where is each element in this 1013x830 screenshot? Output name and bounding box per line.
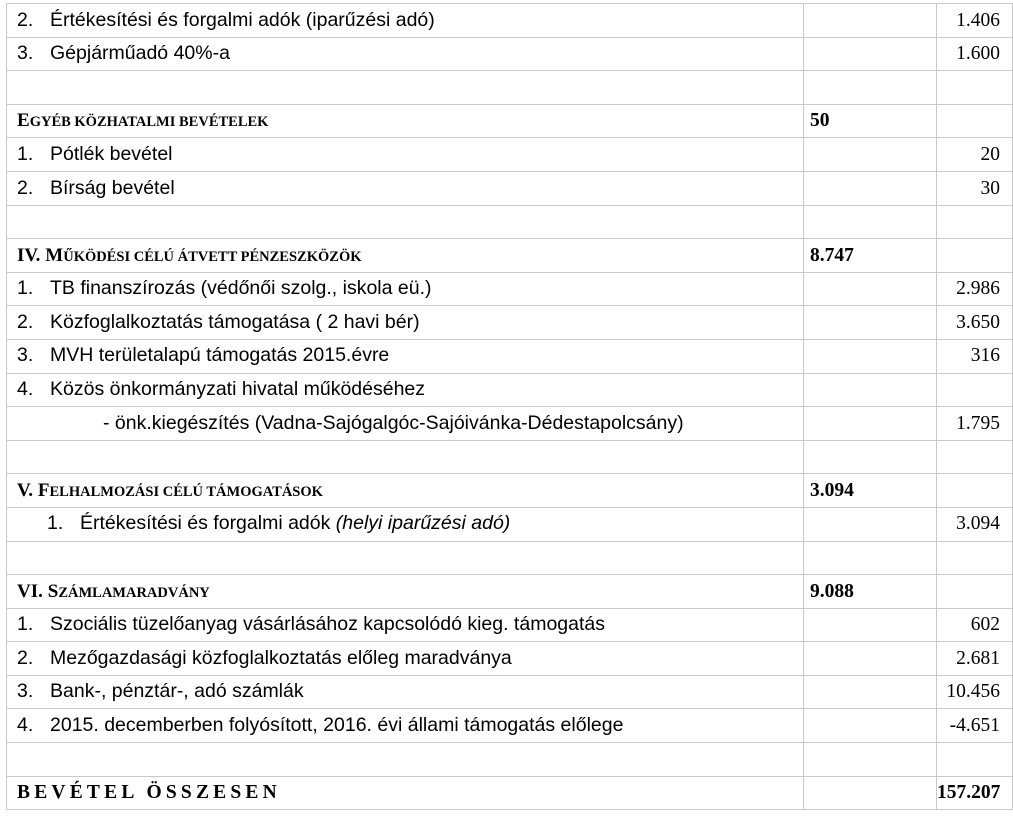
section-total-cell <box>804 608 937 642</box>
table-row <box>7 373 1013 407</box>
spacer-row <box>7 71 1013 105</box>
row-description <box>7 339 804 373</box>
row-description <box>7 138 804 172</box>
section-total-cell <box>804 675 937 709</box>
row-label: MVH területalapú támogatás 2015.évre <box>50 344 390 367</box>
row-amount: 3.094 <box>937 507 1013 541</box>
budget-table <box>6 3 1013 810</box>
spacer-row <box>7 743 1013 777</box>
section-title: IV. MŰKÖDÉSI CÉLÚ ÁTVETT PÉNZESZKÖZÖK <box>7 239 804 273</box>
row-label: Közös önkormányzati hivatal működéséhez <box>50 378 426 401</box>
row-number: 2. <box>17 310 34 333</box>
spacer-row <box>7 440 1013 474</box>
empty-cell <box>804 776 937 810</box>
empty-cell <box>804 440 937 474</box>
section-title: V. FELHALMOZÁSI CÉLÚ TÁMOGATÁSOK <box>7 474 804 508</box>
empty-cell <box>937 743 1013 777</box>
table-row <box>7 339 1013 373</box>
section-header-row <box>7 474 1013 508</box>
row-label: Közfoglalkoztatás támogatása ( 2 havi bér) <box>50 310 420 333</box>
row-number: 3. <box>17 680 34 703</box>
row-amount: 2.986 <box>937 272 1013 306</box>
empty-cell <box>7 205 804 239</box>
empty-cell <box>7 541 804 575</box>
table-row <box>7 507 1013 541</box>
row-label: Bírság bevétel <box>50 176 175 199</box>
empty-cell <box>937 440 1013 474</box>
row-label-note: (helyi iparűzési adó) <box>335 512 511 535</box>
empty-cell <box>937 239 1013 273</box>
row-number: 3. <box>17 42 34 65</box>
row-label: Bank-, pénztár-, adó számlák <box>50 680 304 703</box>
row-amount: 20 <box>937 138 1013 172</box>
row-label: Szociális tüzelőanyag vásárlásához kapcsolódó kieg. támogatás <box>50 613 605 636</box>
empty-cell <box>7 440 804 474</box>
row-amount: 2.681 <box>937 642 1013 676</box>
table-row <box>7 306 1013 340</box>
table-row <box>7 4 1013 38</box>
row-number: 1. <box>17 613 34 636</box>
section-total-cell <box>804 306 937 340</box>
section-total-cell <box>804 4 937 38</box>
grand-total-amount: 157.207 <box>937 776 1013 810</box>
row-amount: -4.651 <box>937 709 1013 743</box>
row-amount: 602 <box>937 608 1013 642</box>
row-number: 1. <box>47 512 64 535</box>
empty-cell <box>804 541 937 575</box>
section-total-cell <box>804 339 937 373</box>
section-total-cell <box>804 642 937 676</box>
table-row <box>7 407 1013 441</box>
empty-cell <box>804 205 937 239</box>
empty-cell <box>937 71 1013 105</box>
section-header-row <box>7 239 1013 273</box>
row-label: Pótlék bevétel <box>50 142 173 165</box>
row-number: 2. <box>17 176 34 199</box>
row-label: Értékesítési és forgalmi adók (iparűzési adó) <box>50 8 435 31</box>
empty-cell <box>937 541 1013 575</box>
section-header-row <box>7 104 1013 138</box>
row-description <box>7 306 804 340</box>
row-amount: 1.600 <box>937 37 1013 71</box>
row-description <box>7 675 804 709</box>
table-row <box>7 675 1013 709</box>
row-description <box>7 37 804 71</box>
table-row <box>7 37 1013 71</box>
row-amount: 10.456 <box>937 675 1013 709</box>
row-label: - önk.kiegészítés (Vadna-Sajógalgóc-Sajóivánka-Dédestapolcsány) <box>103 411 684 434</box>
spacer-row <box>7 205 1013 239</box>
table-row <box>7 709 1013 743</box>
row-amount: 30 <box>937 171 1013 205</box>
section-total-cell <box>804 709 937 743</box>
section-total-cell <box>804 272 937 306</box>
section-total-cell <box>804 171 937 205</box>
empty-cell <box>7 71 804 105</box>
row-amount: 1.406 <box>937 4 1013 38</box>
section-total-cell <box>804 507 937 541</box>
row-label: Gépjárműadó 40%-a <box>50 42 230 65</box>
table-row <box>7 642 1013 676</box>
row-description <box>7 709 804 743</box>
section-total-cell <box>804 373 937 407</box>
grand-total-row <box>7 776 1013 810</box>
table-row <box>7 608 1013 642</box>
row-number: 1. <box>17 277 34 300</box>
row-description <box>7 642 804 676</box>
section-title: VI. SZÁMLAMARADVÁNY <box>7 575 804 609</box>
row-amount: 1.795 <box>937 407 1013 441</box>
section-total: 8.747 <box>804 239 937 273</box>
section-header-row <box>7 575 1013 609</box>
row-description <box>7 407 804 441</box>
section-title: EGYÉB KÖZHATALMI BEVÉTELEK <box>7 104 804 138</box>
empty-cell <box>937 373 1013 407</box>
row-amount: 3.650 <box>937 306 1013 340</box>
table-row <box>7 272 1013 306</box>
row-amount: 316 <box>937 339 1013 373</box>
row-label: 2015. decemberben folyósított, 2016. évi állami támogatás előlege <box>50 714 624 737</box>
row-number: 2. <box>17 8 34 31</box>
row-number: 2. <box>17 646 34 669</box>
section-total-cell <box>804 37 937 71</box>
empty-cell <box>804 71 937 105</box>
row-label: Mezőgazdasági közfoglalkoztatás előleg maradványa <box>50 646 512 669</box>
empty-cell <box>937 474 1013 508</box>
table-row <box>7 171 1013 205</box>
row-number: 1. <box>17 142 34 165</box>
empty-cell <box>7 743 804 777</box>
row-description <box>7 608 804 642</box>
row-label: Értékesítési és forgalmi adók <box>80 512 331 535</box>
section-total: 9.088 <box>804 575 937 609</box>
row-number: 4. <box>17 378 34 401</box>
grand-total-label: BEVÉTEL ÖSSZESEN <box>7 776 804 810</box>
empty-cell <box>804 743 937 777</box>
spacer-row <box>7 541 1013 575</box>
row-number: 3. <box>17 344 34 367</box>
row-description <box>7 373 804 407</box>
row-description <box>7 507 804 541</box>
empty-cell <box>937 205 1013 239</box>
empty-cell <box>937 575 1013 609</box>
row-description <box>7 4 804 38</box>
row-number: 4. <box>17 714 34 737</box>
section-total: 3.094 <box>804 474 937 508</box>
table-row <box>7 138 1013 172</box>
section-total-cell <box>804 138 937 172</box>
section-total-cell <box>804 407 937 441</box>
row-label: TB finanszírozás (védőnői szolg., iskola eü.) <box>50 277 432 300</box>
row-description <box>7 272 804 306</box>
section-total: 50 <box>804 104 937 138</box>
empty-cell <box>937 104 1013 138</box>
row-description <box>7 171 804 205</box>
